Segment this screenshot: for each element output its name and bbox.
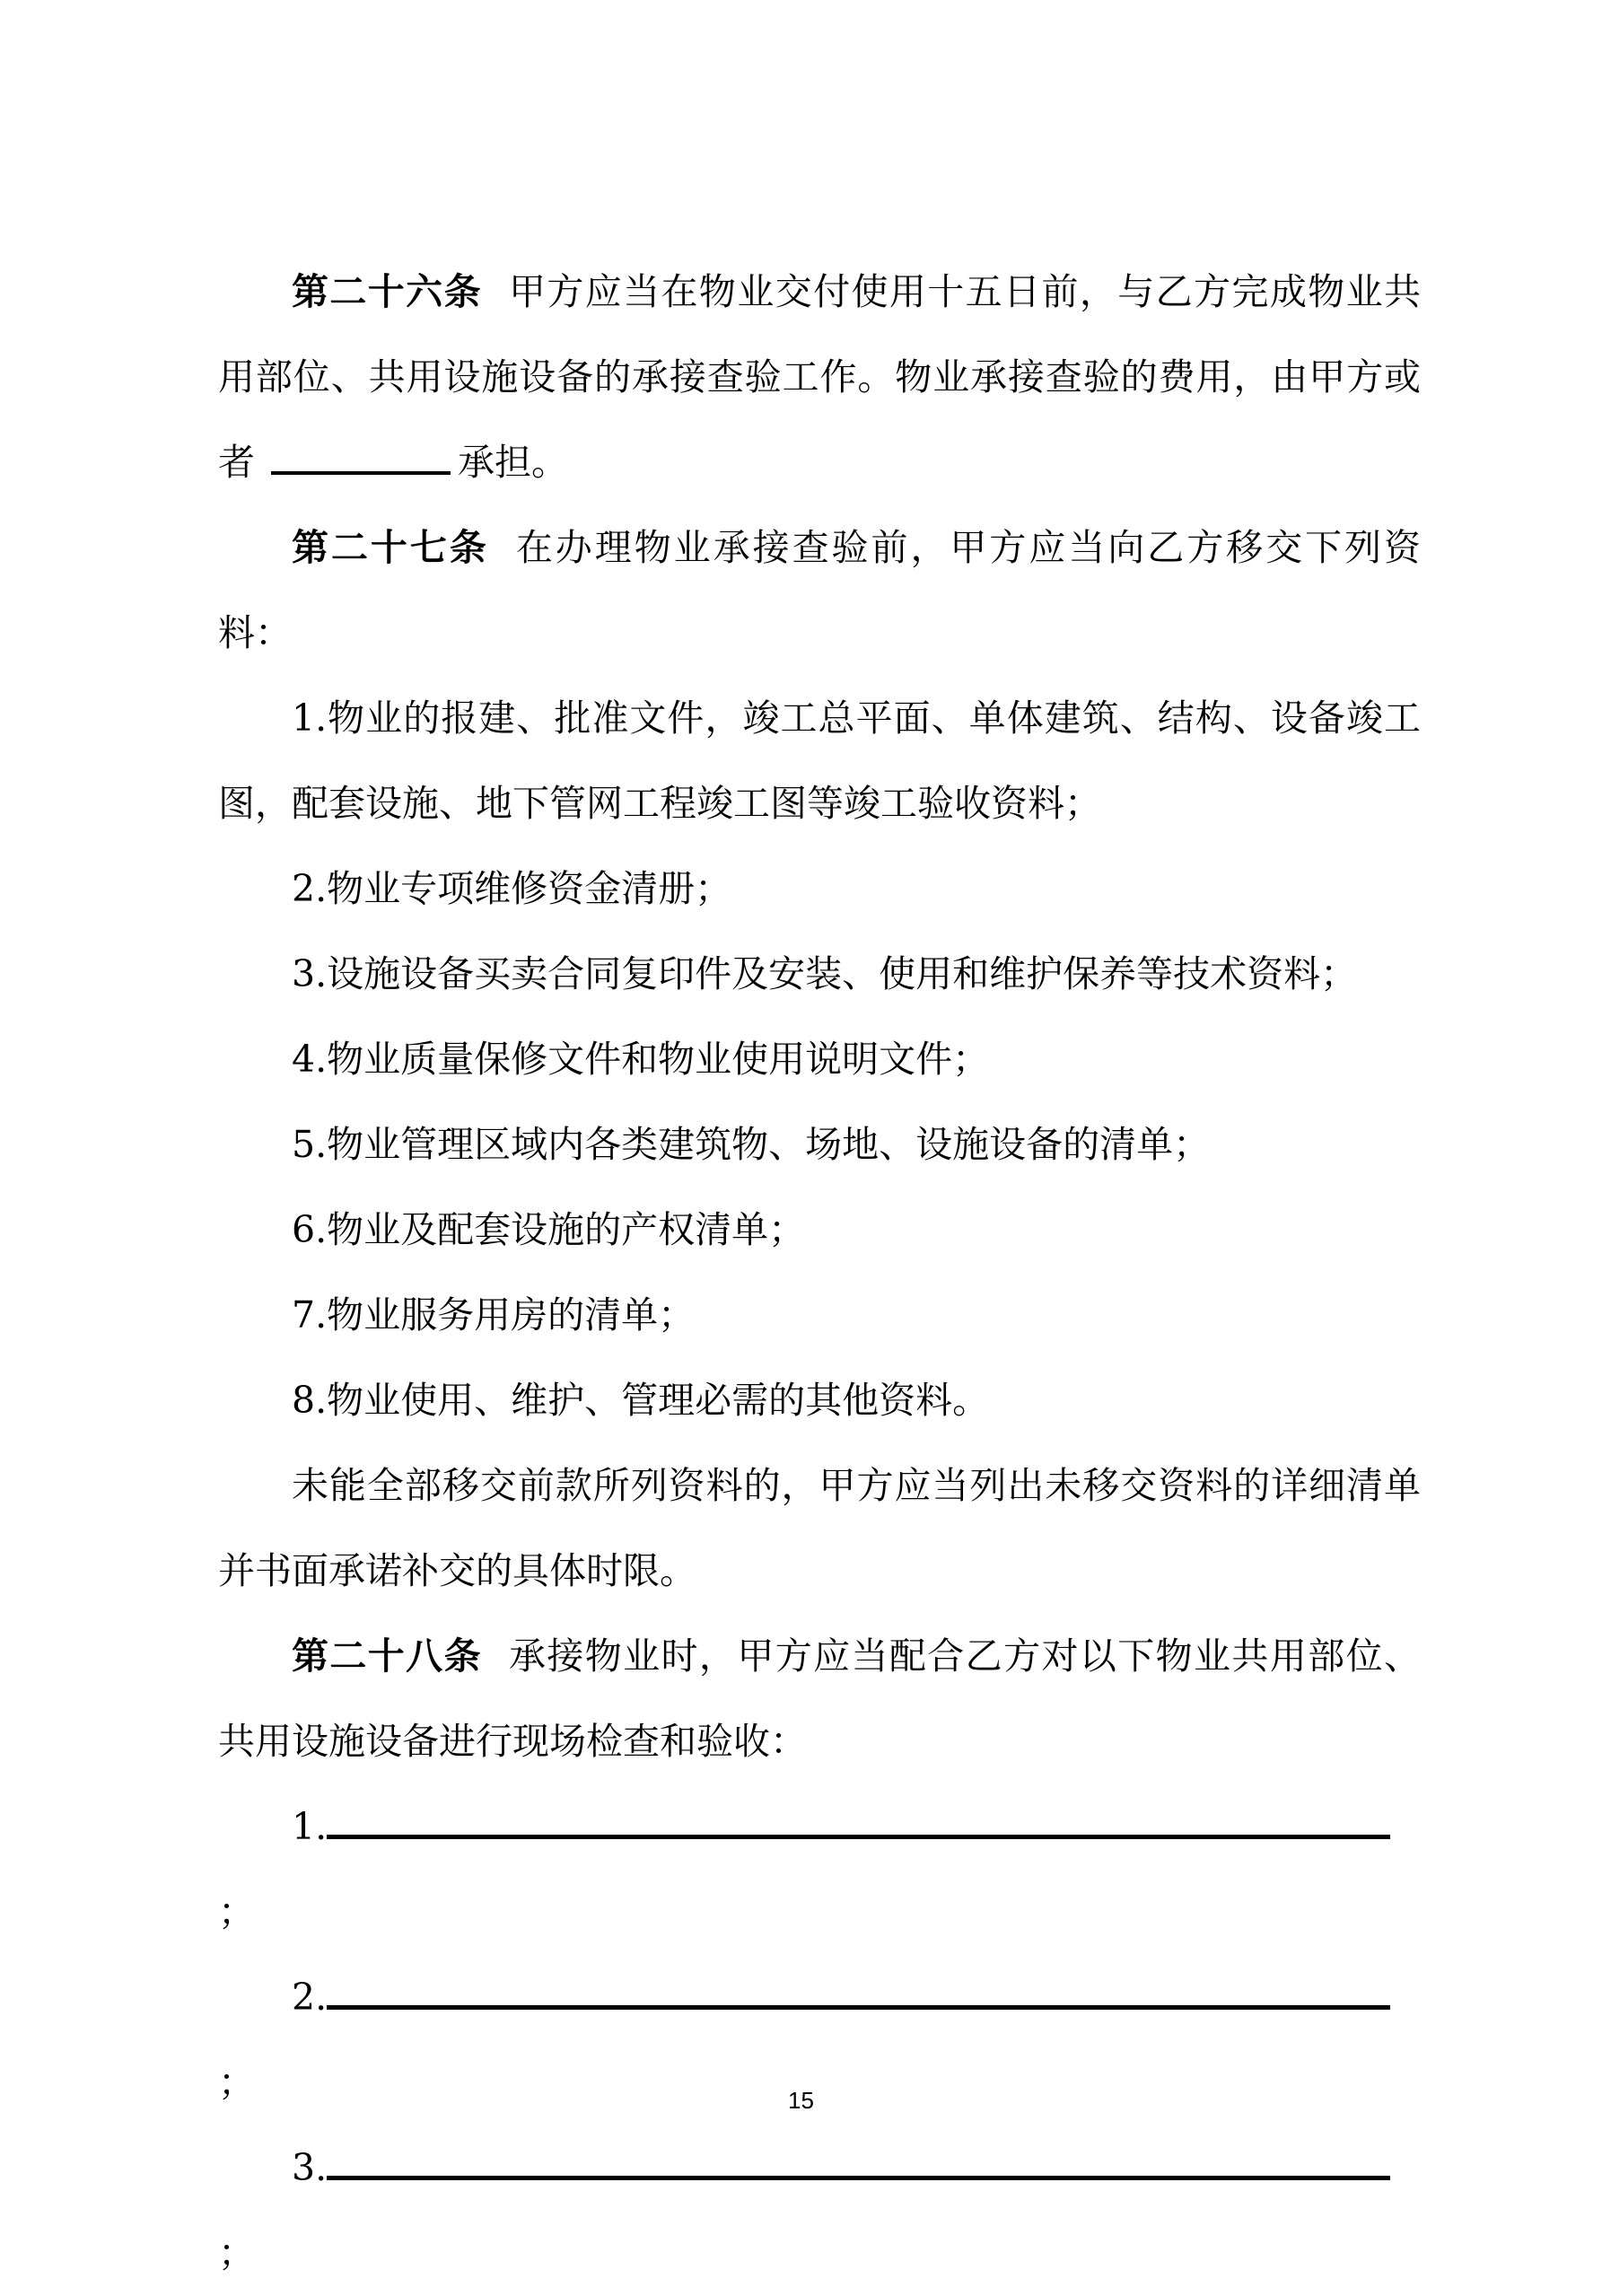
fill-in-blank[interactable] xyxy=(327,2143,1390,2180)
item-number: 1. xyxy=(292,1805,328,1848)
blank-item xyxy=(218,1784,1421,1955)
item-end: ； xyxy=(218,2061,255,2104)
article-text: 甲方应当在物业交付使用十五日前，与乙方完成物业共用部位、共用设施设备的承接查验工作。物业承接查验的费用，由甲方或者 xyxy=(218,270,1422,484)
document-body xyxy=(218,250,1421,2296)
article-heading: 第二十七条 xyxy=(292,526,489,569)
fill-in-blank[interactable] xyxy=(327,1973,1390,2010)
list-item: 5.物业管理区域内各类建筑物、场地、设施设备的清单； xyxy=(292,1123,1211,1166)
article-text: 承接物业时，甲方应当配合乙方对以下物业共用部位、共用设施设备进行现场检查和验收： xyxy=(218,1634,1422,1763)
article-27 xyxy=(218,505,1421,676)
item-end: ； xyxy=(218,2231,255,2274)
list-item: 4.物业质量保修文件和物业使用说明文件； xyxy=(292,1038,990,1081)
list-item: 8.物业使用、维护、管理必需的其他资料。 xyxy=(292,1379,990,1422)
item-number: 2. xyxy=(292,1976,328,2019)
list-item: 1.物业的报建、批准文件，竣工总平面、单体建筑、结构、设备竣工图，配套设施、地下管网工程竣工图等竣工验收资料； xyxy=(218,697,1421,825)
blank-item xyxy=(218,2125,1421,2296)
fill-in-blank[interactable] xyxy=(271,439,451,475)
list-item: 7.物业服务用房的清单； xyxy=(292,1293,696,1336)
item-end: ； xyxy=(218,1890,255,1933)
article-text: 承担。 xyxy=(458,441,568,484)
item-number: 3. xyxy=(292,2146,328,2189)
article-heading: 第二十六条 xyxy=(292,270,482,313)
article-26 xyxy=(218,250,1421,505)
article-heading: 第二十八条 xyxy=(292,1634,482,1678)
list-item: 2.物业专项维修资金清册； xyxy=(292,867,732,910)
closing-paragraph: 未能全部移交前款所列资料的，甲方应当列出未移交资料的详细清单并书面承诺补交的具体时限。 xyxy=(218,1464,1421,1592)
list-item: 6.物业及配套设施的产权清单； xyxy=(292,1208,806,1251)
article-text: 在办理物业承接查验前，甲方应当向乙方移交下列资料： xyxy=(218,526,1422,654)
article-28 xyxy=(218,1614,1421,1784)
fill-in-blank[interactable] xyxy=(327,1802,1390,1839)
list-item: 3.设施设备买卖合同复印件及安装、使用和维护保养等技术资料； xyxy=(292,952,1358,995)
page-number: 15 xyxy=(788,2087,814,2114)
